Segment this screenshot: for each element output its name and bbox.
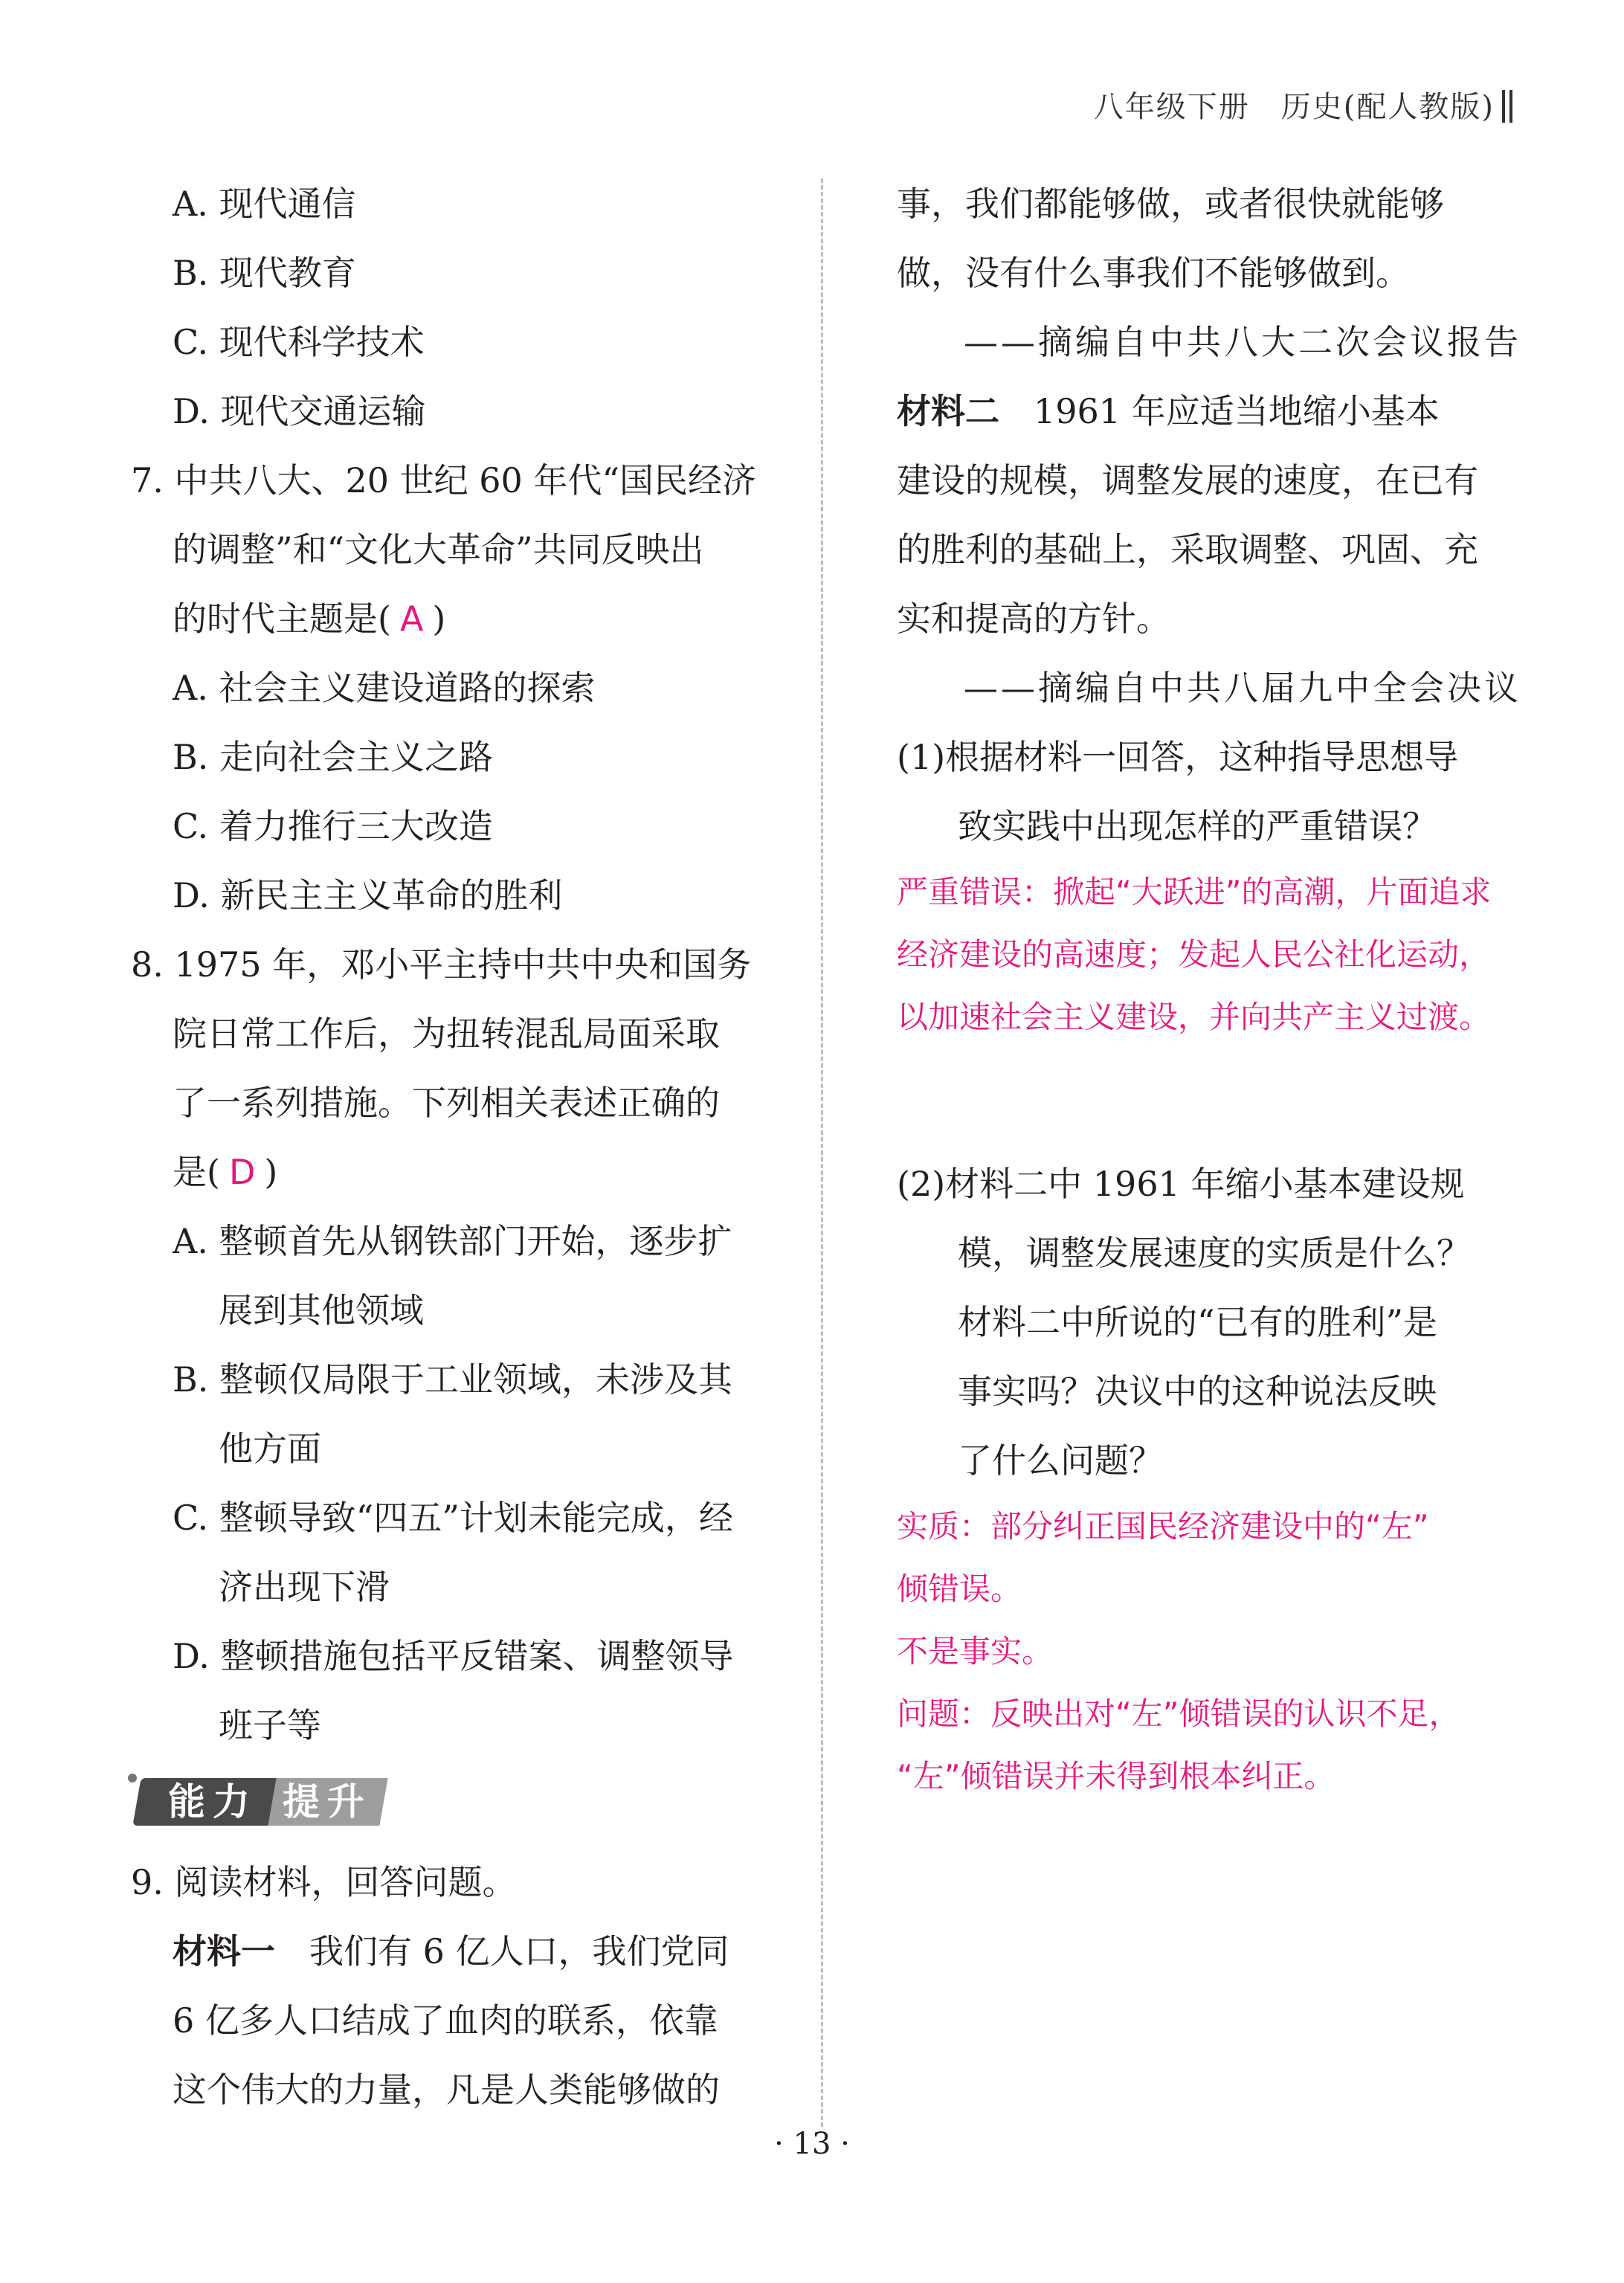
material2-text: 1961 年应适当地缩小基本 xyxy=(999,391,1440,431)
q7-stem-line xyxy=(131,585,785,654)
running-header xyxy=(1094,83,1512,126)
answer2-line: 倾错误。 xyxy=(897,1571,1022,1607)
q7-option-b: B. 走向社会主义之路 xyxy=(173,737,494,777)
material1-text: 我们有 6 亿人口，我们党同 xyxy=(275,1931,729,1971)
material1-cont-line: 做，没有什么事我们不能够做到。 xyxy=(897,253,1410,293)
q8-option-a-cont: 展到其他领域 xyxy=(219,1290,424,1330)
sub2-question-line: 事实吗？决议中的这种说法反映 xyxy=(958,1371,1437,1411)
q9-material1-line: 6 亿多人口结成了血肉的联系，依靠 xyxy=(173,2000,718,2041)
q7-option-a: A. 社会主义建设道路的探索 xyxy=(173,668,596,708)
material1-label: 材料一 xyxy=(173,1931,275,1971)
q7-stem-text: 的时代主题是( xyxy=(173,599,391,639)
q8-close-paren: ) xyxy=(264,1152,278,1192)
q8-option-b-cont: 他方面 xyxy=(219,1429,321,1469)
answer-space xyxy=(897,1049,1521,1150)
q8-stem-line xyxy=(131,1138,785,1207)
q6-option-a: A. 现代通信 xyxy=(173,184,356,224)
section-badge xyxy=(131,1774,785,1833)
badge-dot xyxy=(128,1774,137,1783)
q6-option-b: B. 现代教育 xyxy=(173,253,357,293)
sub2-question-line: (2)材料二中 1961 年缩小基本建设规 xyxy=(897,1164,1465,1204)
sub1-question-line: (1)根据材料一回答，这种指导思想导 xyxy=(897,737,1459,777)
header-text: 八年级下册 历史(配人教版) xyxy=(1093,90,1495,124)
sub2-question-line: 了什么问题？ xyxy=(958,1440,1163,1481)
answer2-line: 问题：反映出对“左”倾错误的认识不足， xyxy=(897,1696,1460,1732)
q7-stem-line: 7. 中共八大、20 世纪 60 年代“国民经济 xyxy=(131,460,756,500)
q8-stem-text: 是( xyxy=(173,1152,220,1192)
answer1-line: 经济建设的高速度；发起人民公社化运动， xyxy=(897,936,1491,973)
answer2-line: 实质：部分纠正国民经济建设中的“左” xyxy=(897,1508,1429,1545)
answer1-line: 严重错误：掀起“大跃进”的高潮，片面追求 xyxy=(897,874,1492,910)
material2-line xyxy=(897,377,1521,446)
q8-option-c-cont: 济出现下滑 xyxy=(219,1567,390,1607)
page-number: · 13 · xyxy=(774,2127,850,2161)
q6-option-d: D. 现代交通运输 xyxy=(173,391,426,431)
answer2-line: “左”倾错误并未得到根本纠正。 xyxy=(897,1758,1335,1794)
q9-material1-line: 这个伟大的力量，凡是人类能够做的 xyxy=(173,2070,720,2110)
q8-option-d: D. 整顿措施包括平反错案、调整领导 xyxy=(173,1636,734,1676)
q8-option-d-cont: 班子等 xyxy=(219,1705,321,1745)
sub2-question-line: 材料二中所说的“已有的胜利”是 xyxy=(958,1302,1438,1342)
answer2-line: 不是事实。 xyxy=(897,1633,1054,1669)
q8-option-b: B. 整顿仅局限于工业领域，未涉及其 xyxy=(173,1359,733,1400)
material1-source: ——摘编自中共八大二次会议报告 xyxy=(964,322,1521,362)
sub2-question-line: 模，调整发展速度的实质是什么？ xyxy=(958,1233,1471,1273)
q8-option-c: C. 整顿导致“四五”计划未能完成，经 xyxy=(173,1498,733,1538)
column-divider xyxy=(821,178,823,2127)
right-column xyxy=(897,170,1521,1808)
q7-answer: A xyxy=(399,599,424,639)
badge-text-2: 提升 xyxy=(283,1780,372,1823)
badge-text-1: 能力 xyxy=(168,1780,257,1823)
answer1-line: 以加速社会主义建设，并向共产主义过渡。 xyxy=(897,999,1491,1035)
q8-stem-line: 院日常工作后，为扭转混乱局面采取 xyxy=(173,1014,720,1054)
q9-material1-line xyxy=(131,1917,785,1986)
q7-close-paren: ) xyxy=(432,599,446,639)
header-bar xyxy=(1509,90,1512,123)
q7-stem-line: 的调整”和“文化大革命”共同反映出 xyxy=(173,529,704,570)
material2-line: 实和提高的方针。 xyxy=(897,599,1170,639)
q8-answer: D xyxy=(228,1152,256,1192)
q6-option-c: C. 现代科学技术 xyxy=(173,322,425,362)
q8-stem-line: 了一系列措施。下列相关表述正确的 xyxy=(173,1083,720,1123)
q7-option-d: D. 新民主主义革命的胜利 xyxy=(173,875,563,915)
material2-line: 的胜利的基础上，采取调整、巩固、充 xyxy=(897,529,1478,570)
material2-line: 建设的规模，调整发展的速度，在已有 xyxy=(897,460,1478,500)
q7-option-c: C. 着力推行三大改造 xyxy=(173,806,493,846)
q9-intro: 9. 阅读材料，回答问题。 xyxy=(131,1862,517,1902)
material2-label: 材料二 xyxy=(897,391,999,431)
q8-stem-line: 8. 1975 年，邓小平主持中共中央和国务 xyxy=(131,944,752,985)
material2-source: ——摘编自中共八届九中全会决议 xyxy=(964,668,1521,708)
material1-cont-line: 事，我们都能够做，或者很快就能够 xyxy=(897,184,1444,224)
header-bar xyxy=(1502,90,1505,123)
q8-option-a: A. 整顿首先从钢铁部门开始，逐步扩 xyxy=(173,1221,732,1261)
left-column xyxy=(131,170,785,2125)
sub1-question-line: 致实践中出现怎样的严重错误？ xyxy=(958,806,1437,846)
